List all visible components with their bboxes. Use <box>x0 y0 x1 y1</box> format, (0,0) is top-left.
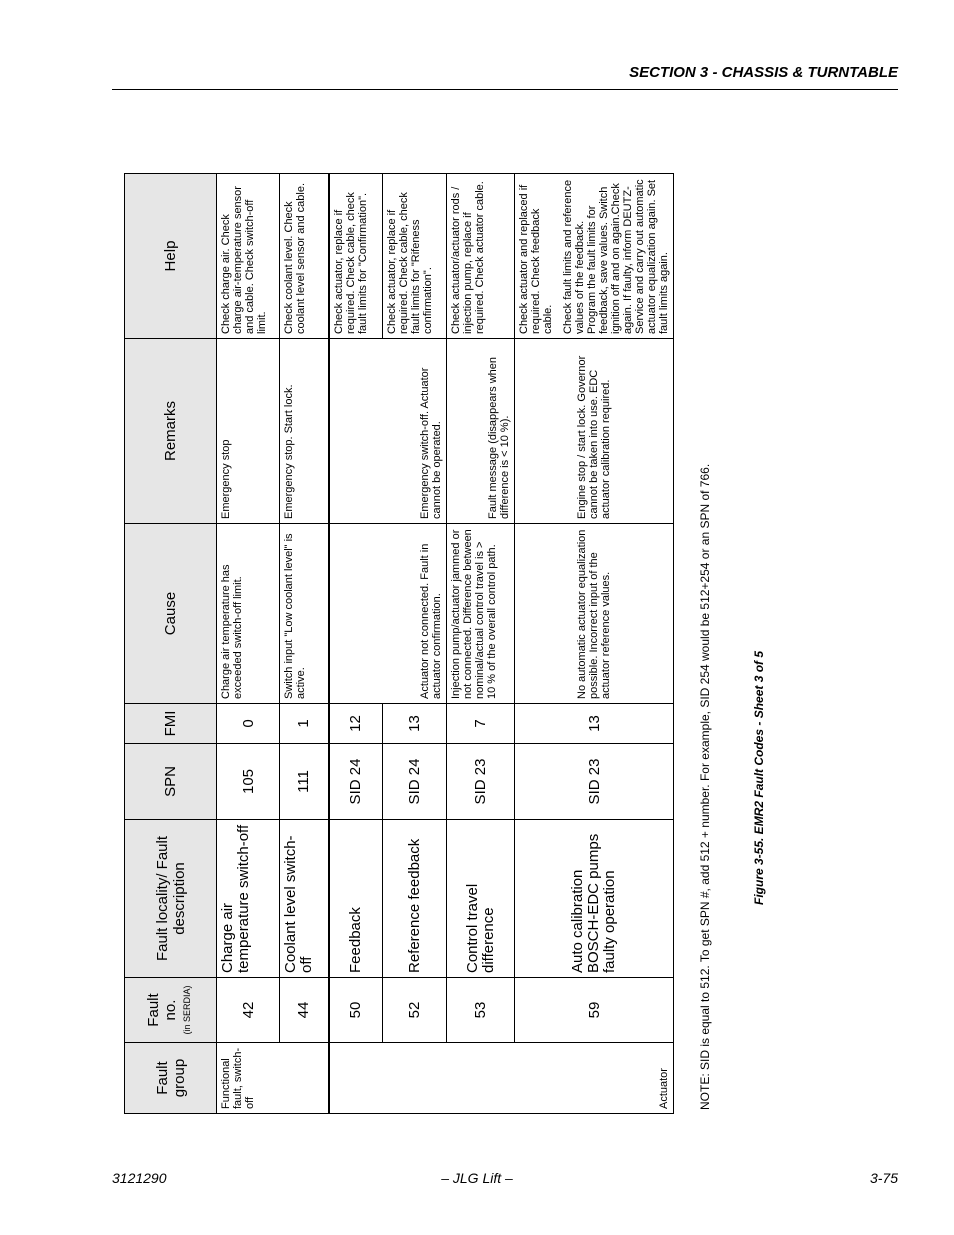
fault-no: 52 <box>383 978 447 1043</box>
help-part-a: Check actuator and replaced if required. Check feedback cable. <box>518 184 554 334</box>
help: Check actuator, replace if required. Check cable, check fault limits for "Rifeness confirmation". <box>383 174 447 339</box>
fmi: 13 <box>515 704 674 744</box>
col-fmi: FMI <box>125 704 217 744</box>
spn: 105 <box>217 744 280 820</box>
cause: No automatic actuator equalization possible. Incorrect input of the actuator reference values. <box>515 524 674 704</box>
fault-no: 50 <box>329 978 383 1043</box>
fmi: 12 <box>329 704 383 744</box>
fault-codes-table-rotated <box>124 174 670 1114</box>
help <box>515 174 674 339</box>
remarks: Emergency switch-off. Actuator cannot be operated. <box>329 339 447 524</box>
spn: SID 24 <box>329 744 383 820</box>
help: Check actuator, replace if required. Check cable, check fault limits for "Confirmation". <box>329 174 383 339</box>
figure-caption: Figure 3-55. EMR2 Fault Codes - Sheet 3 of 5 <box>752 650 766 905</box>
spn: SID 23 <box>447 744 515 820</box>
table-row <box>280 174 329 1114</box>
col-fault-no: Fault no. (in SERDIA) <box>125 978 217 1043</box>
remarks: Emergency stop. Start lock. <box>280 339 329 524</box>
table-row <box>447 174 515 1114</box>
fmi: 1 <box>280 704 329 744</box>
table-note: NOTE: SID is equal to 512. To get SPN #, add 512 + number. For example, SID 254 would be 512+254 or an SPN of 766. <box>698 463 712 1110</box>
spn: SID 24 <box>383 744 447 820</box>
header-row <box>125 174 217 1114</box>
table-row <box>515 174 674 1114</box>
help: Check actuator/actuator rods / injection pump, replace if required. Check actuator cable. <box>447 174 515 339</box>
fault-desc: Feedback <box>329 820 383 978</box>
fault-desc: Charge air temperature switch-off <box>217 820 280 978</box>
fault-desc: Reference feedback <box>383 820 447 978</box>
remarks: Engine stop / start lock. Governor cannot be taken into use. EDC actuator calibration required. <box>515 339 674 524</box>
col-description: Fault locality/ Fault description <box>125 820 217 978</box>
fault-desc: Coolant level switch-off <box>280 820 329 978</box>
fault-no: 59 <box>515 978 674 1043</box>
help: Check charge air. Check charge air-temperature sensor and cable. Check switch-off limit. <box>217 174 280 339</box>
group-functional: Functional fault, switch-off <box>217 1043 329 1114</box>
fault-desc: Auto calibration BOSCH-EDC pumps faulty operation <box>515 820 674 978</box>
footer-doc-number: 3121290 <box>112 1170 167 1186</box>
footer-center: – JLG Lift – <box>441 1170 513 1186</box>
group-actuator: Actuator <box>329 1043 674 1114</box>
col-help: Help <box>125 174 217 339</box>
fault-no: 53 <box>447 978 515 1043</box>
remarks: Emergency stop <box>217 339 280 524</box>
fault-codes-table <box>124 173 674 1114</box>
col-spn: SPN <box>125 744 217 820</box>
fmi: 13 <box>383 704 447 744</box>
footer-page-number: 3-75 <box>869 1170 898 1186</box>
spn: 111 <box>280 744 329 820</box>
fmi: 7 <box>447 704 515 744</box>
col-cause: Cause <box>125 524 217 704</box>
table-row <box>329 174 383 1114</box>
section-header: SECTION 3 - CHASSIS & TURNTABLE <box>629 64 898 81</box>
fault-no: 42 <box>217 978 280 1043</box>
fault-no: 44 <box>280 978 329 1043</box>
cause: Charge air temperature has exceeded switch-off limit. <box>217 524 280 704</box>
cause: Switch input "Low coolant level" is active. <box>280 524 329 704</box>
header-rule <box>112 89 898 90</box>
fault-desc: Control travel difference <box>447 820 515 978</box>
remarks: Fault message (disappears when difference is < 10 %). <box>447 339 515 524</box>
cause: Injection pump/actuator jammed or not connected. Difference between nominal/actual control travel is > 10 % of the overall control path. <box>447 524 515 704</box>
col-fault-group: Fault group <box>125 1043 217 1114</box>
cause: Actuator not connected. Fault in actuator confirmation. <box>329 524 447 704</box>
spn: SID 23 <box>515 744 674 820</box>
col-remarks: Remarks <box>125 339 217 524</box>
help: Check coolant level. Check coolant level sensor and cable. <box>280 174 329 339</box>
help-part-b: Check fault limits and reference values of the feedback. Program the fault limits for feedback, save values. Switch ignition off and on again.Check again. If faulty, inform DEUTZ-Service and carry out automatic actuator equalization again. Set fault limits again. <box>562 179 670 334</box>
table-row <box>217 174 280 1114</box>
fmi: 0 <box>217 704 280 744</box>
